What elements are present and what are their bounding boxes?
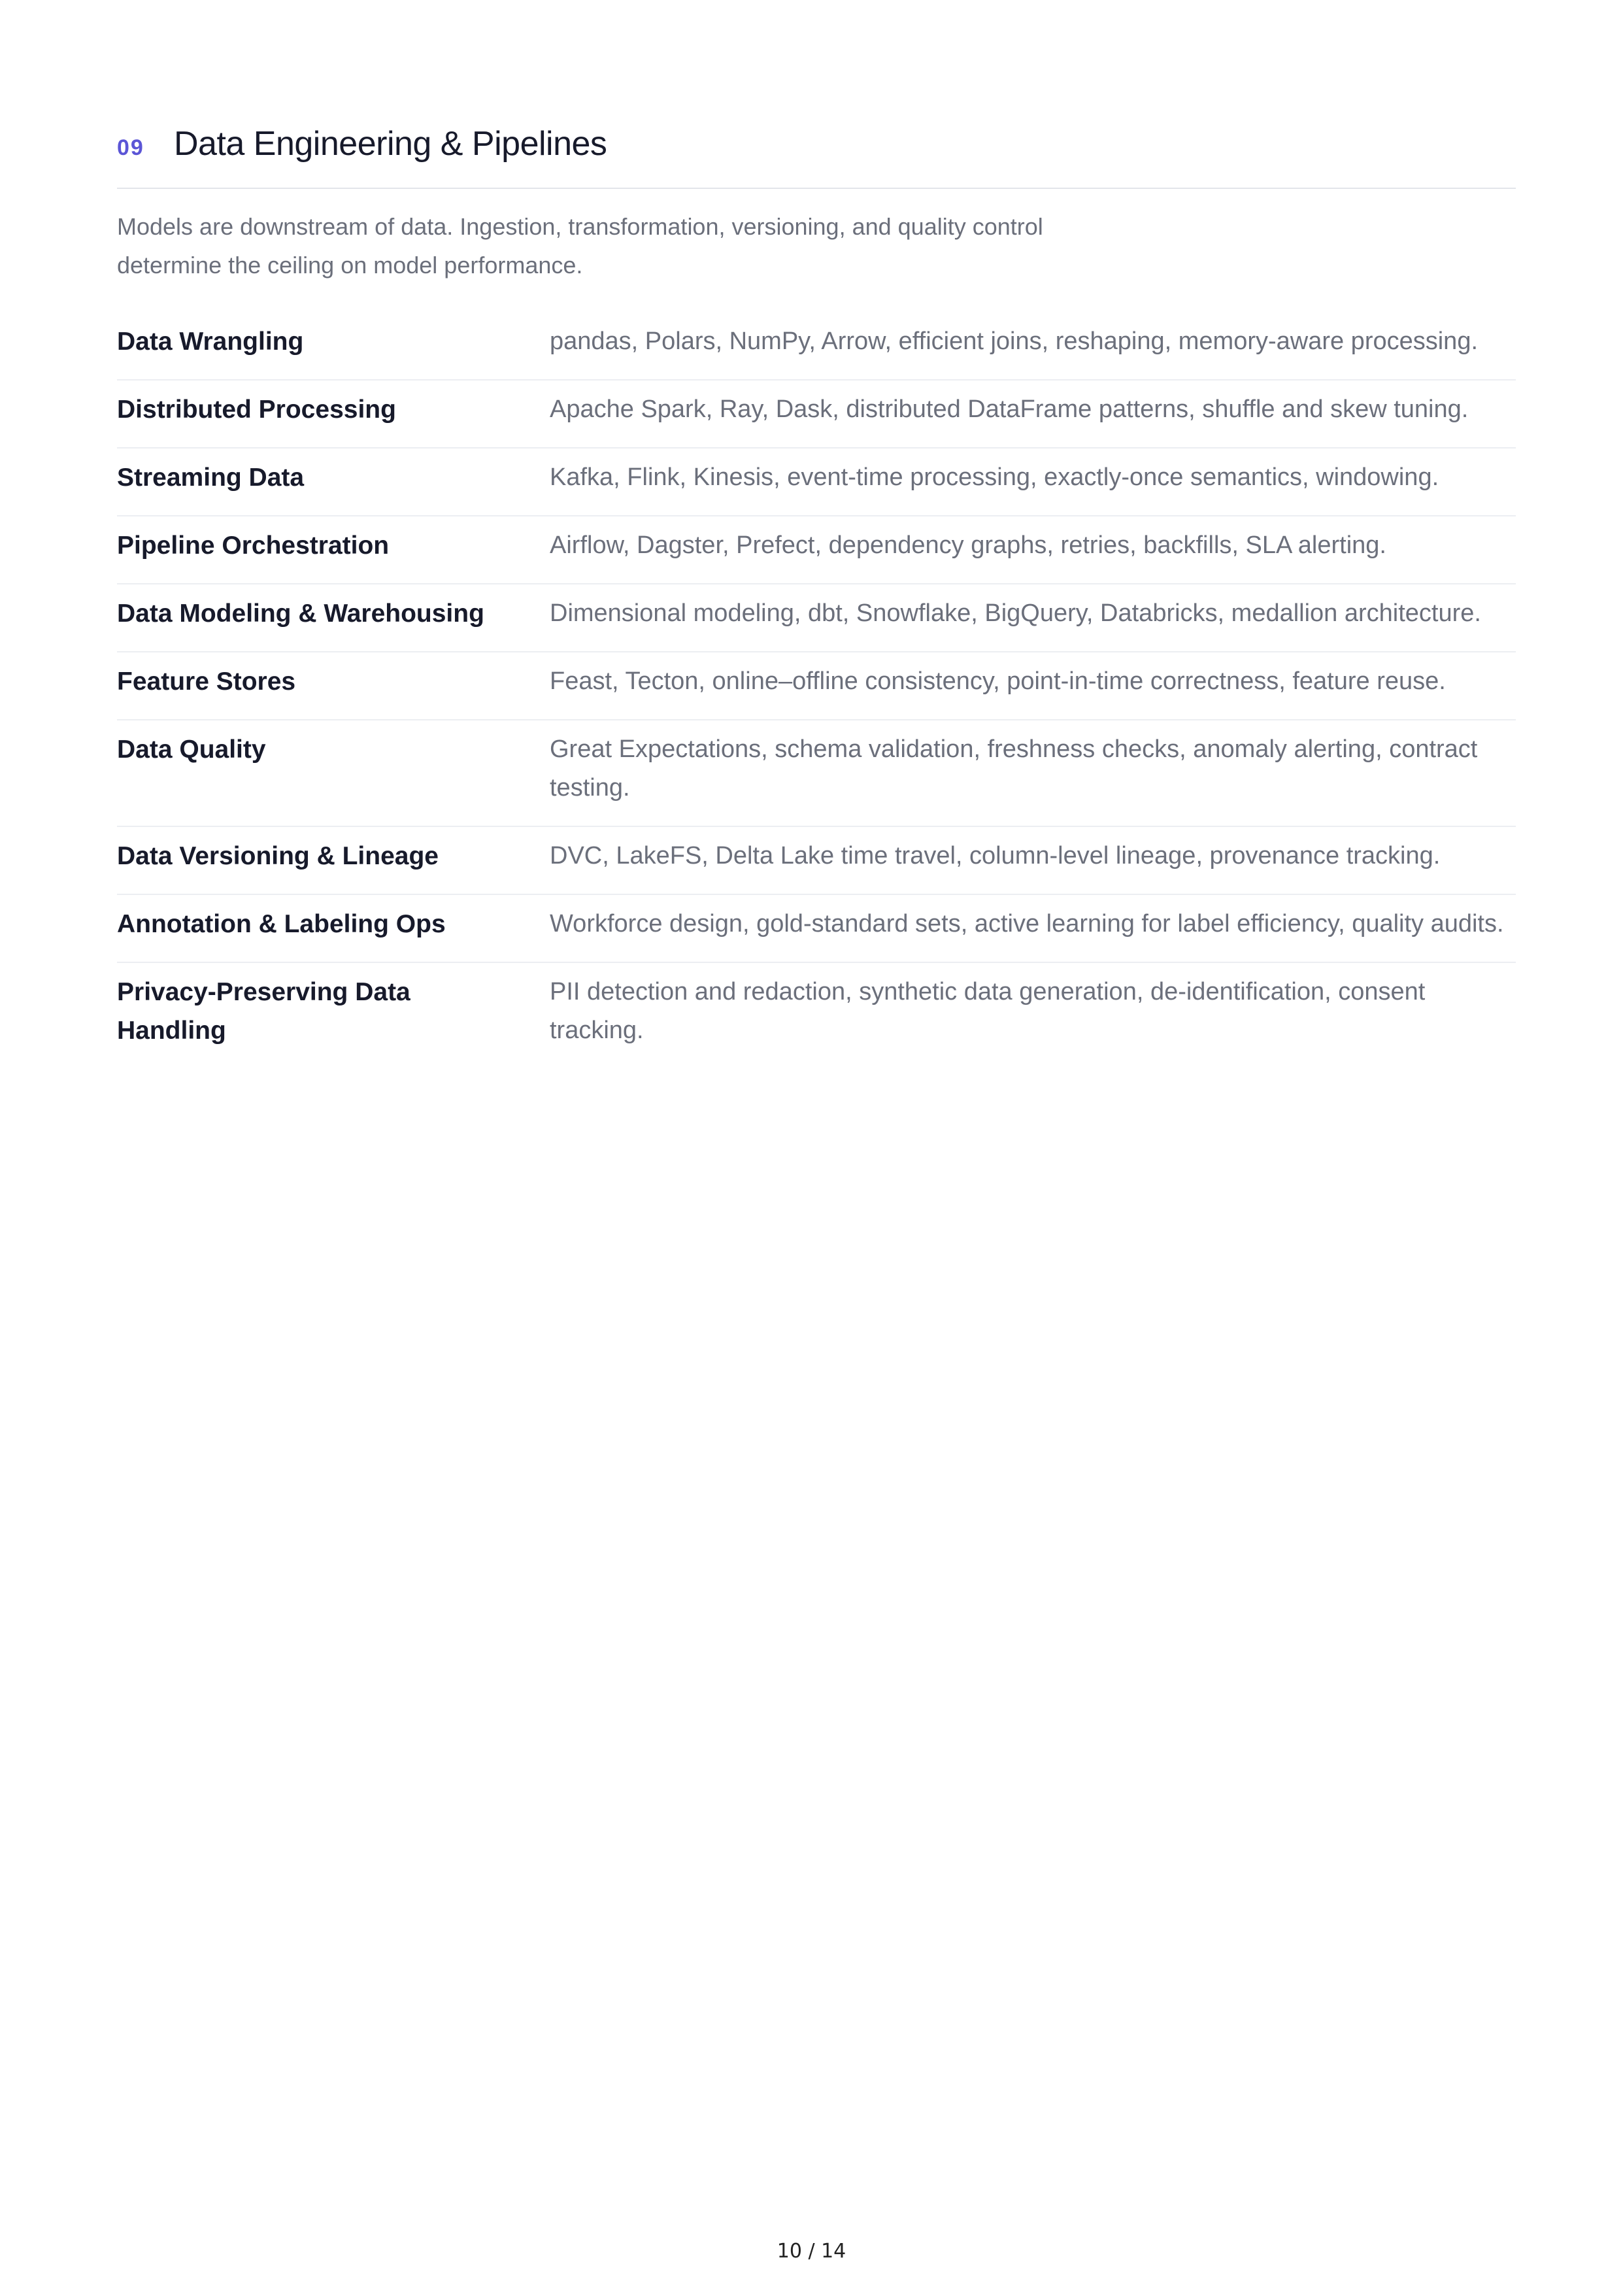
section-header xyxy=(117,124,1516,170)
skill-description: Great Expectations, schema validation, freshness checks, anomaly alerting, contract testing. xyxy=(550,735,1478,802)
skill-name: Data Versioning & Lineage xyxy=(117,842,439,870)
table-row xyxy=(117,584,1516,652)
skill-description: Kafka, Flink, Kinesis, event-time processing, exactly-once semantics, windowing. xyxy=(550,464,1439,491)
skill-name: Pipeline Orchestration xyxy=(117,532,390,560)
section-title: Data Engineering & Pipelines xyxy=(174,125,607,163)
skill-name: Distributed Processing xyxy=(117,396,396,424)
skill-description: pandas, Polars, NumPy, Arrow, efficient joins, reshaping, memory-aware processing. xyxy=(550,328,1479,355)
section-number: 09 xyxy=(117,135,144,160)
table-row xyxy=(117,895,1516,963)
skill-name: Streaming Data xyxy=(117,464,305,492)
skill-description: Airflow, Dagster, Prefect, dependency graphs, retries, backfills, SLA alerting. xyxy=(550,532,1386,559)
table-row xyxy=(117,448,1516,516)
table-row xyxy=(117,516,1516,584)
table-row xyxy=(117,380,1516,448)
page-indicator: 10 / 14 xyxy=(777,2240,846,2263)
skill-name: Annotation & Labeling Ops xyxy=(117,910,446,938)
skills-table xyxy=(117,312,1516,1068)
table-row xyxy=(117,720,1516,827)
skill-name: Feature Stores xyxy=(117,667,296,696)
section-intro: Models are downstream of data. Ingestion, transformation, versioning, and quality control determine the ceiling on model performance. xyxy=(117,213,1043,279)
table-row xyxy=(117,312,1516,380)
skill-description: Dimensional modeling, dbt, Snowflake, BigQuery, Databricks, medallion architecture. xyxy=(550,599,1481,627)
table-row xyxy=(117,652,1516,720)
skill-name: Privacy-Preserving Data Handling xyxy=(117,978,410,1045)
skill-name: Data Wrangling xyxy=(117,328,304,356)
table-row xyxy=(117,827,1516,895)
skill-description: Apache Spark, Ray, Dask, distributed DataFrame patterns, shuffle and skew tuning. xyxy=(550,396,1469,423)
skill-description: PII detection and redaction, synthetic data generation, de-identification, consent tracking. xyxy=(550,978,1426,1044)
document-page xyxy=(117,124,1516,1068)
skill-description: Feast, Tecton, online–offline consistency, point-in-time correctness, feature reuse. xyxy=(550,667,1446,695)
table-row xyxy=(117,963,1516,1068)
header-divider xyxy=(117,188,1516,189)
skill-description: Workforce design, gold-standard sets, active learning for label efficiency, quality audits. xyxy=(550,910,1504,937)
skill-description: DVC, LakeFS, Delta Lake time travel, column-level lineage, provenance tracking. xyxy=(550,842,1441,869)
skill-name: Data Quality xyxy=(117,735,266,764)
skill-name: Data Modeling & Warehousing xyxy=(117,599,484,628)
